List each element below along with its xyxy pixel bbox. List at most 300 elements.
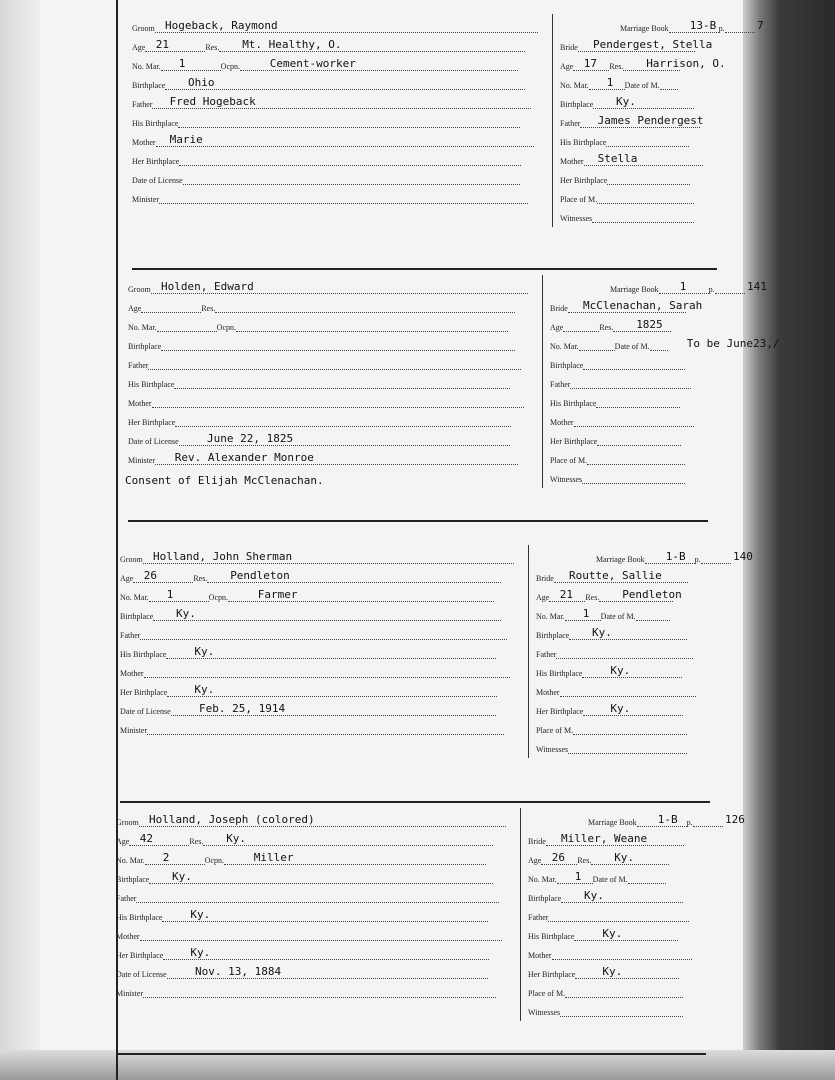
groom-birthplace-value: Ky. bbox=[172, 870, 192, 883]
groom-field-date-of-license bbox=[132, 176, 520, 185]
bride-field-no-mar bbox=[550, 342, 668, 351]
his-birthplace-label: His Birthplace bbox=[560, 138, 607, 147]
blank-line bbox=[565, 997, 683, 998]
blank-line bbox=[236, 331, 508, 332]
bride-field-witnesses bbox=[536, 745, 687, 754]
minister-value: Rev. Alexander Monroe bbox=[174, 451, 314, 464]
blank-line bbox=[725, 32, 755, 33]
bride-field-marriage-book bbox=[560, 24, 755, 33]
blank-line bbox=[155, 464, 518, 465]
bride-field-birthplace bbox=[550, 361, 685, 370]
birthplace-label: Birthplace bbox=[132, 81, 166, 90]
bride-label: Bride bbox=[528, 837, 546, 846]
marriage-book-page-value: 140 bbox=[733, 550, 753, 563]
groom-res-value: Pendleton bbox=[230, 569, 290, 582]
date-of-m-label: Date of M. bbox=[592, 875, 628, 884]
record-note: Consent of Elijah McClenachan. bbox=[125, 474, 324, 487]
blank-line bbox=[556, 658, 692, 659]
bride-field-witnesses bbox=[528, 1008, 683, 1017]
groom-field-date-of-license bbox=[120, 707, 496, 716]
scan-left-margin bbox=[0, 0, 40, 1080]
blank-line bbox=[157, 331, 217, 332]
bride-field-her-birthplace bbox=[536, 707, 683, 716]
groom-ocpn-value: Farmer bbox=[257, 588, 298, 601]
res-label: Res. bbox=[577, 856, 592, 865]
blank-line bbox=[175, 426, 511, 427]
date-of-license-label: Date of License bbox=[120, 707, 171, 716]
her-birthplace-label: Her Birthplace bbox=[560, 176, 608, 185]
her-birthplace-label: Her Birthplace bbox=[528, 970, 576, 979]
age-label: Age bbox=[128, 304, 142, 313]
groom-birthplace-value: Ohio bbox=[188, 76, 215, 89]
blank-line bbox=[549, 601, 585, 602]
blank-line bbox=[167, 696, 497, 697]
mother-label: Mother bbox=[528, 951, 552, 960]
bride-age-value: 26 bbox=[551, 851, 566, 864]
blank-line bbox=[579, 350, 615, 351]
bride-name-value: Miller, Weane bbox=[561, 832, 648, 845]
father-label: Father bbox=[550, 380, 571, 389]
blank-line bbox=[693, 826, 723, 827]
her-birthplace-label: Her Birthplace bbox=[128, 418, 176, 427]
bride-field-witnesses bbox=[560, 214, 694, 223]
res-label: Res. bbox=[609, 62, 624, 71]
blank-line bbox=[589, 89, 625, 90]
groom-field-groom bbox=[120, 555, 514, 564]
column-divider bbox=[520, 808, 521, 1021]
groom-field-date-of-license bbox=[128, 437, 510, 446]
groom-field-her-birthplace bbox=[132, 157, 521, 166]
bride-field-father bbox=[536, 650, 693, 659]
blank-line bbox=[587, 464, 685, 465]
groom-field-his-birthplace bbox=[128, 380, 510, 389]
groom-res-value: Mt. Healthy, O. bbox=[242, 38, 342, 51]
bride-res-value: 1825 bbox=[636, 318, 663, 331]
blank-line bbox=[156, 146, 534, 147]
groom-no-mar-value: 1 bbox=[166, 588, 174, 601]
res-label: Res. bbox=[205, 43, 220, 52]
bride-mother-value: Stella bbox=[597, 152, 638, 165]
page-label: p. bbox=[708, 285, 715, 294]
bride-field-place-of-m bbox=[536, 726, 687, 735]
birthplace-label: Birthplace bbox=[128, 342, 162, 351]
bride-field-bride bbox=[560, 43, 695, 52]
groom-field-minister bbox=[132, 195, 528, 204]
bride-field-birthplace bbox=[536, 631, 687, 640]
date-of-m-label: Date of M. bbox=[600, 612, 636, 621]
her-birthplace-label: Her Birthplace bbox=[536, 707, 584, 716]
blank-line bbox=[596, 407, 680, 408]
groom-field-groom bbox=[128, 285, 528, 294]
blank-line bbox=[143, 997, 496, 998]
blank-line bbox=[219, 51, 525, 52]
marriage-record-card bbox=[116, 808, 745, 1055]
blank-line bbox=[546, 845, 684, 846]
marriage-book-label: Marriage Book bbox=[588, 818, 637, 827]
groom-birthplace-value: Ky. bbox=[176, 607, 196, 620]
bride-field-mother bbox=[536, 688, 696, 697]
birthplace-label: Birthplace bbox=[550, 361, 584, 370]
blank-line bbox=[636, 620, 670, 621]
groom-field-mother bbox=[116, 932, 502, 941]
groom-label: Groom bbox=[120, 555, 143, 564]
birthplace-label: Birthplace bbox=[560, 100, 594, 109]
groom-age-value: 21 bbox=[155, 38, 170, 51]
date-of-m-label: Date of M. bbox=[624, 81, 660, 90]
column-divider bbox=[552, 14, 553, 227]
blank-line bbox=[578, 51, 695, 52]
blank-line bbox=[584, 165, 703, 166]
bride-field-birthplace bbox=[528, 894, 683, 903]
bride-field-place-of-m bbox=[550, 456, 685, 465]
bride-name-value: Routte, Sallie bbox=[569, 569, 662, 582]
father-label: Father bbox=[116, 894, 137, 903]
his-birthplace-label: His Birthplace bbox=[128, 380, 175, 389]
blank-line bbox=[582, 677, 682, 678]
bride-age-value: 17 bbox=[583, 57, 598, 70]
no-mar-label: No. Mar. bbox=[550, 342, 579, 351]
blank-line bbox=[592, 222, 694, 223]
groom-field-her-birthplace bbox=[128, 418, 511, 427]
groom-field-birthplace bbox=[120, 612, 501, 621]
bride-field-bride bbox=[528, 837, 684, 846]
her-birthplace-label: Her Birthplace bbox=[132, 157, 180, 166]
place-of-m-label: Place of M. bbox=[528, 989, 566, 998]
blank-line bbox=[240, 70, 518, 71]
blank-line bbox=[580, 127, 699, 128]
bride-field-bride bbox=[536, 574, 688, 583]
bride-field-mother bbox=[560, 157, 703, 166]
place-of-m-label: Place of M. bbox=[550, 456, 588, 465]
birthplace-label: Birthplace bbox=[536, 631, 570, 640]
bride-label: Bride bbox=[550, 304, 568, 313]
bride-field-mother bbox=[528, 951, 692, 960]
bride-field-his-birthplace bbox=[528, 932, 678, 941]
bride-field-father bbox=[560, 119, 700, 128]
groom-mother-value: Marie bbox=[169, 133, 203, 146]
blank-line bbox=[178, 127, 520, 128]
ocpn-label: Ocpn. bbox=[208, 593, 228, 602]
blank-line bbox=[163, 959, 489, 960]
age-label: Age bbox=[116, 837, 130, 846]
groom-field-minister bbox=[120, 726, 504, 735]
blank-line bbox=[574, 940, 678, 941]
blank-line bbox=[144, 677, 510, 678]
blank-line bbox=[148, 369, 520, 370]
res-label: Res. bbox=[599, 323, 614, 332]
blank-line bbox=[161, 350, 515, 351]
bride-her-birthplace-value: Ky. bbox=[610, 702, 631, 715]
bride-field-age bbox=[550, 323, 671, 332]
column-divider bbox=[542, 275, 543, 488]
marriage-record-card bbox=[125, 275, 780, 522]
bride-field-his-birthplace bbox=[560, 138, 689, 147]
blank-line bbox=[599, 601, 673, 602]
blank-line bbox=[215, 312, 515, 313]
blank-line bbox=[568, 753, 687, 754]
father-label: Father bbox=[536, 650, 557, 659]
age-label: Age bbox=[528, 856, 542, 865]
groom-father-value: Fred Hogeback bbox=[169, 95, 256, 108]
no-mar-label: No. Mar. bbox=[132, 62, 161, 71]
groom-field-his-birthplace bbox=[132, 119, 520, 128]
groom-res-value: Ky. bbox=[226, 832, 247, 845]
no-mar-label: No. Mar. bbox=[116, 856, 145, 865]
bride-field-age bbox=[536, 593, 673, 602]
her-birthplace-label: Her Birthplace bbox=[120, 688, 168, 697]
groom-age-value: 42 bbox=[139, 832, 154, 845]
blank-line bbox=[224, 864, 486, 865]
blank-line bbox=[645, 563, 695, 564]
bride-birthplace-value: Ky. bbox=[584, 889, 604, 902]
blank-line bbox=[161, 70, 221, 71]
groom-field-age bbox=[120, 574, 501, 583]
date-of-license-value: Feb. 25, 1914 bbox=[199, 702, 286, 715]
minister-label: Minister bbox=[128, 456, 156, 465]
marriage-book-value: 13-B bbox=[689, 19, 717, 32]
bride-field-age bbox=[560, 62, 680, 71]
bride-field-marriage-book bbox=[550, 285, 745, 294]
blank-line bbox=[179, 445, 510, 446]
no-mar-label: No. Mar. bbox=[536, 612, 565, 621]
age-label: Age bbox=[536, 593, 550, 602]
groom-field-father bbox=[132, 100, 531, 109]
blank-line bbox=[152, 407, 524, 408]
father-label: Father bbox=[528, 913, 549, 922]
bride-field-her-birthplace bbox=[560, 176, 690, 185]
blank-line bbox=[565, 620, 601, 621]
groom-field-her-birthplace bbox=[120, 688, 497, 697]
blank-line bbox=[607, 184, 690, 185]
bride-label: Bride bbox=[536, 574, 554, 583]
blank-line bbox=[228, 601, 494, 602]
blank-line bbox=[669, 32, 719, 33]
father-label: Father bbox=[120, 631, 141, 640]
marriage-book-value: 1-B bbox=[665, 550, 686, 563]
groom-label: Groom bbox=[116, 818, 139, 827]
blank-line bbox=[129, 845, 189, 846]
blank-line bbox=[151, 293, 528, 294]
blank-line bbox=[597, 203, 694, 204]
mother-label: Mother bbox=[560, 157, 584, 166]
date-of-license-value: June 22, 1825 bbox=[207, 432, 294, 445]
place-of-m-label: Place of M. bbox=[536, 726, 574, 735]
marriage-book-label: Marriage Book bbox=[620, 24, 669, 33]
bride-field-bride bbox=[550, 304, 686, 313]
his-birthplace-label: His Birthplace bbox=[132, 119, 179, 128]
blank-line bbox=[153, 620, 501, 621]
blank-line bbox=[650, 350, 668, 351]
page-label: p. bbox=[694, 555, 701, 564]
blank-line bbox=[623, 70, 680, 71]
blank-line bbox=[183, 184, 520, 185]
blank-line bbox=[141, 312, 201, 313]
bride-field-father bbox=[528, 913, 689, 922]
father-label: Father bbox=[560, 119, 581, 128]
blank-line bbox=[574, 426, 694, 427]
no-mar-label: No. Mar. bbox=[528, 875, 557, 884]
no-mar-label: No. Mar. bbox=[128, 323, 157, 332]
her-birthplace-label: Her Birthplace bbox=[116, 951, 164, 960]
bride-field-no-mar bbox=[560, 81, 678, 90]
bride-father-value: James Pendergest bbox=[597, 114, 704, 127]
groom-her-birthplace-value: Ky. bbox=[194, 683, 215, 696]
mother-label: Mother bbox=[132, 138, 156, 147]
mother-label: Mother bbox=[116, 932, 140, 941]
bride-her-birthplace-value: Ky. bbox=[602, 965, 623, 978]
marriage-book-value: 1-B bbox=[657, 813, 678, 826]
marriage-book-label: Marriage Book bbox=[610, 285, 659, 294]
blank-line bbox=[165, 89, 525, 90]
minister-label: Minister bbox=[120, 726, 148, 735]
res-label: Res. bbox=[585, 593, 600, 602]
blank-line bbox=[171, 715, 496, 716]
groom-field-age bbox=[128, 304, 515, 313]
bride-field-witnesses bbox=[550, 475, 685, 484]
date-of-m-label: Date of M. bbox=[614, 342, 650, 351]
blank-line bbox=[140, 940, 502, 941]
marriage-book-label: Marriage Book bbox=[596, 555, 645, 564]
card-bottom-rule bbox=[128, 520, 708, 522]
blank-line bbox=[568, 312, 686, 313]
blank-line bbox=[149, 883, 493, 884]
his-birthplace-label: His Birthplace bbox=[536, 669, 583, 678]
bride-no-mar-value: 1 bbox=[606, 76, 614, 89]
bride-field-his-birthplace bbox=[536, 669, 682, 678]
no-mar-label: No. Mar. bbox=[560, 81, 589, 90]
column-divider bbox=[528, 545, 529, 758]
groom-field-groom bbox=[116, 818, 506, 827]
his-birthplace-label: His Birthplace bbox=[120, 650, 167, 659]
his-birthplace-label: His Birthplace bbox=[116, 913, 163, 922]
groom-field-mother bbox=[120, 669, 510, 678]
groom-field-date-of-license bbox=[116, 970, 488, 979]
groom-field-his-birthplace bbox=[116, 913, 488, 922]
bride-birthplace-value: Ky. bbox=[616, 95, 636, 108]
groom-field-mother bbox=[132, 138, 534, 147]
bride-birthplace-value: Ky. bbox=[592, 626, 612, 639]
bride-field-her-birthplace bbox=[528, 970, 679, 979]
bride-no-mar-value: 1 bbox=[582, 607, 590, 620]
bride-field-place-of-m bbox=[560, 195, 694, 204]
bride-field-no-mar bbox=[528, 875, 666, 884]
blank-line bbox=[575, 978, 679, 979]
father-label: Father bbox=[132, 100, 153, 109]
bride-field-marriage-book bbox=[528, 818, 723, 827]
bride-field-age bbox=[528, 856, 669, 865]
groom-field-no-mar bbox=[132, 62, 518, 71]
groom-field-mother bbox=[128, 399, 524, 408]
groom-field-no-mar bbox=[128, 323, 508, 332]
birthplace-label: Birthplace bbox=[120, 612, 154, 621]
her-birthplace-label: Her Birthplace bbox=[550, 437, 598, 446]
blank-line bbox=[637, 826, 687, 827]
marriage-book-page-value: 141 bbox=[747, 280, 767, 293]
father-label: Father bbox=[128, 361, 149, 370]
bride-field-father bbox=[550, 380, 691, 389]
blank-line bbox=[179, 165, 521, 166]
bride-name-value: McClenachan, Sarah bbox=[583, 299, 703, 312]
witnesses-label: Witnesses bbox=[536, 745, 569, 754]
page-label: p. bbox=[718, 24, 725, 33]
res-label: Res. bbox=[201, 304, 216, 313]
blank-line bbox=[152, 108, 530, 109]
groom-name-value: Holland, John Sherman bbox=[153, 550, 293, 563]
bride-field-her-birthplace bbox=[550, 437, 681, 446]
blank-line bbox=[155, 32, 538, 33]
blank-line bbox=[715, 293, 745, 294]
groom-field-father bbox=[128, 361, 521, 370]
blank-line bbox=[207, 582, 501, 583]
age-label: Age bbox=[550, 323, 564, 332]
groom-field-age bbox=[116, 837, 493, 846]
marriage-book-page-value: 126 bbox=[725, 813, 745, 826]
blank-line bbox=[541, 864, 577, 865]
bride-res-value: Pendleton bbox=[622, 588, 682, 601]
blank-line bbox=[143, 563, 514, 564]
blank-line bbox=[162, 921, 488, 922]
groom-name-value: Holden, Edward bbox=[161, 280, 254, 293]
witnesses-label: Witnesses bbox=[560, 214, 593, 223]
minister-label: Minister bbox=[116, 989, 144, 998]
blank-line bbox=[174, 388, 510, 389]
groom-his-birthplace-value: Ky. bbox=[194, 645, 215, 658]
res-label: Res. bbox=[189, 837, 204, 846]
marriage-record-card bbox=[132, 14, 764, 270]
blank-line bbox=[167, 978, 488, 979]
witnesses-label: Witnesses bbox=[528, 1008, 561, 1017]
bride-his-birthplace-value: Ky. bbox=[610, 664, 631, 677]
no-mar-label: No. Mar. bbox=[120, 593, 149, 602]
blank-line bbox=[147, 734, 504, 735]
bride-field-no-mar bbox=[536, 612, 670, 621]
blank-line bbox=[569, 639, 687, 640]
mother-label: Mother bbox=[128, 399, 152, 408]
blank-line bbox=[560, 696, 696, 697]
blank-line bbox=[139, 826, 506, 827]
bride-res-value: Harrison, O. bbox=[646, 57, 726, 70]
groom-his-birthplace-value: Ky. bbox=[190, 908, 211, 921]
marriage-record-card bbox=[120, 545, 753, 803]
blank-line bbox=[701, 563, 731, 564]
blank-line bbox=[557, 883, 593, 884]
groom-field-birthplace bbox=[116, 875, 493, 884]
blank-line bbox=[597, 445, 681, 446]
groom-ocpn-value: Miller bbox=[253, 851, 294, 864]
blank-line bbox=[660, 89, 678, 90]
blank-line bbox=[583, 369, 685, 370]
groom-label: Groom bbox=[128, 285, 151, 294]
blank-line bbox=[583, 715, 683, 716]
bride-label: Bride bbox=[560, 43, 578, 52]
groom-field-no-mar bbox=[120, 593, 494, 602]
blank-line bbox=[548, 921, 688, 922]
blank-line bbox=[659, 293, 709, 294]
age-label: Age bbox=[132, 43, 146, 52]
ocpn-label: Ocpn. bbox=[216, 323, 236, 332]
marriage-book-value: 1 bbox=[679, 280, 687, 293]
bride-field-mother bbox=[550, 418, 694, 427]
groom-age-value: 26 bbox=[143, 569, 158, 582]
witnesses-label: Witnesses bbox=[550, 475, 583, 484]
groom-field-minister bbox=[116, 989, 496, 998]
blank-line bbox=[606, 146, 689, 147]
blank-line bbox=[140, 639, 506, 640]
blank-line bbox=[554, 582, 688, 583]
groom-field-birthplace bbox=[132, 81, 525, 90]
blank-line bbox=[591, 864, 669, 865]
groom-field-no-mar bbox=[116, 856, 486, 865]
